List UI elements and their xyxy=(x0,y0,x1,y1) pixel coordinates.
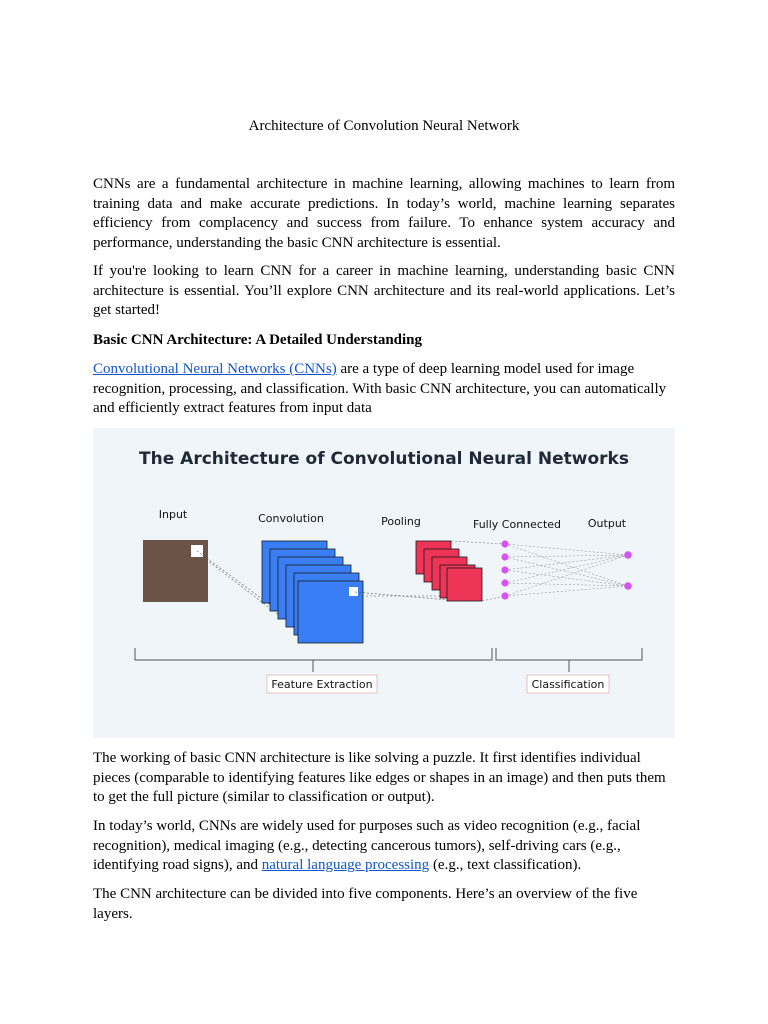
label-pooling: Pooling xyxy=(381,515,421,528)
cnn-architecture-figure xyxy=(93,428,675,738)
label-input: Input xyxy=(158,508,188,521)
cnn-definition-text: are a type of deep learning model used for image recognition, processing, and classification. With basic CNN architecture, you can automatically and efficiently extract features from input data xyxy=(93,361,667,416)
pooling-stack xyxy=(416,541,482,601)
conv-projection-lines xyxy=(355,592,449,600)
classification-bracket xyxy=(496,648,642,672)
output-nodes xyxy=(624,551,632,590)
feature-extraction-bracket xyxy=(135,648,492,672)
label-output: Output xyxy=(587,517,627,530)
label-feature-extraction: Feature Extraction xyxy=(271,678,373,691)
fully-connected-nodes xyxy=(501,540,508,599)
convolution-stack xyxy=(262,541,363,643)
paragraph-career: If you're looking to learn CNN for a career in machine learning, understanding basic CNN architecture is essential. You’ll explore CNN architecture and its real-world applications. Let’s get started! xyxy=(93,263,675,318)
uses-text-before: In today’s world, CNNs are widely used for purposes such as video recognition (e.g., facial recognition), medical imaging (e.g., detecting cancerous tumors), self-driving cars (e.g., identifying road signs), and xyxy=(93,818,641,873)
label-convolution: Convolution xyxy=(258,512,324,525)
paragraph-puzzle: The working of basic CNN architecture is like solving a puzzle. It first identifies individual pieces (comparable to identifying features like edges or shapes in an image) and then puts them to get the full picture (similar to classification or output). xyxy=(93,750,666,805)
nlp-link[interactable]: natural language processing xyxy=(261,857,430,873)
section-heading: Basic CNN Architecture: A Detailed Understanding xyxy=(93,332,423,348)
conv-kernel-patch xyxy=(349,587,358,596)
fc-output-connections xyxy=(505,544,628,596)
label-classification: Classification xyxy=(531,678,605,691)
label-fully-connected: Fully Connected xyxy=(472,518,562,531)
paragraph-cnn-definition xyxy=(93,360,675,419)
paragraph-intro: CNNs are a fundamental architecture in machine learning, allowing machines to learn from training data and make accurate predictions. In today’s world, machine learning separates efficiency from complacency and success from failure. To enhance system accuracy and performance, understanding the basic CNN architecture is essential. xyxy=(93,176,675,251)
document-title: Architecture of Convolution Neural Network xyxy=(248,118,520,134)
cnn-diagram xyxy=(93,428,675,738)
paragraph-uses xyxy=(93,817,675,876)
cnn-link[interactable]: Convolutional Neural Networks (CNNs) xyxy=(93,361,337,377)
paragraph-five-components: The CNN architecture can be divided into five components. Here’s an overview of the five layers. xyxy=(93,886,638,922)
figure-title: The Architecture of Convolutional Neural Networks xyxy=(139,449,629,469)
uses-text-after: (e.g., text classification). xyxy=(429,857,582,873)
